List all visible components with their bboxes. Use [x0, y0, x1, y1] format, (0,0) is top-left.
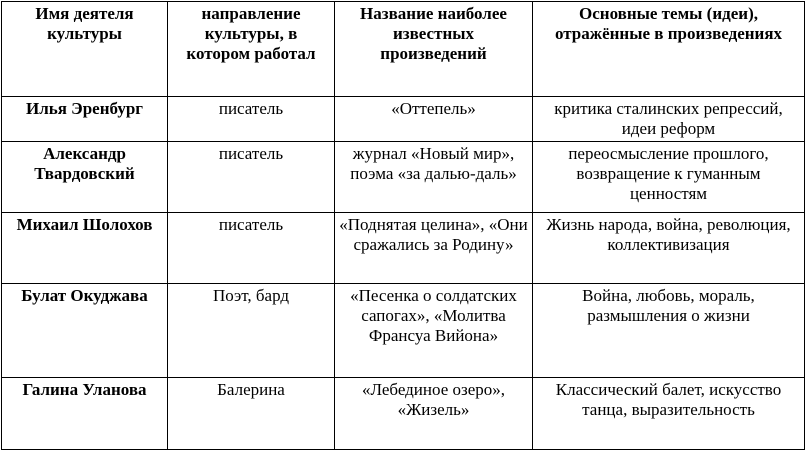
cell-famous-works: «Лебединое озеро», «Жизель»	[335, 378, 533, 450]
cell-figure-name: Галина Уланова	[2, 378, 168, 450]
header-famous-works: Название наиболее известных произведений	[335, 2, 533, 97]
cell-main-themes: Жизнь народа, война, революция, коллективизация	[533, 213, 805, 284]
cell-main-themes: Война, любовь, мораль, размышления о жизни	[533, 284, 805, 378]
culture-figures-table	[1, 1, 805, 450]
header-main-themes: Основные темы (идеи), отражённые в произведениях	[533, 2, 805, 97]
table-row	[2, 142, 805, 213]
cell-figure-name: Булат Окуджава	[2, 284, 168, 378]
cell-culture-field: Поэт, бард	[168, 284, 335, 378]
table-row	[2, 284, 805, 378]
cell-culture-field: писатель	[168, 142, 335, 213]
table-row	[2, 378, 805, 450]
cell-main-themes: Классический балет, искусство танца, выразительность	[533, 378, 805, 450]
header-culture-field: направление культуры, в котором работал	[168, 2, 335, 97]
cell-famous-works: «Оттепель»	[335, 97, 533, 142]
cell-famous-works: «Поднятая целина», «Они сражались за Родину»	[335, 213, 533, 284]
cell-figure-name: Илья Эренбург	[2, 97, 168, 142]
cell-figure-name: Александр Твардовский	[2, 142, 168, 213]
table-row	[2, 213, 805, 284]
cell-main-themes: переосмысление прошлого, возвращение к гуманным ценностям	[533, 142, 805, 213]
cell-famous-works: «Песенка о солдатских сапогах», «Молитва Франсуа Вийона»	[335, 284, 533, 378]
cell-culture-field: Балерина	[168, 378, 335, 450]
cell-culture-field: писатель	[168, 213, 335, 284]
cell-main-themes: критика сталинских репрессий, идеи реформ	[533, 97, 805, 142]
cell-figure-name: Михаил Шолохов	[2, 213, 168, 284]
table-row	[2, 97, 805, 142]
cell-famous-works: журнал «Новый мир», поэма «за далью-даль»	[335, 142, 533, 213]
header-figure-name: Имя деятеля культуры	[2, 2, 168, 97]
cell-culture-field: писатель	[168, 97, 335, 142]
table-header-row	[2, 2, 805, 97]
